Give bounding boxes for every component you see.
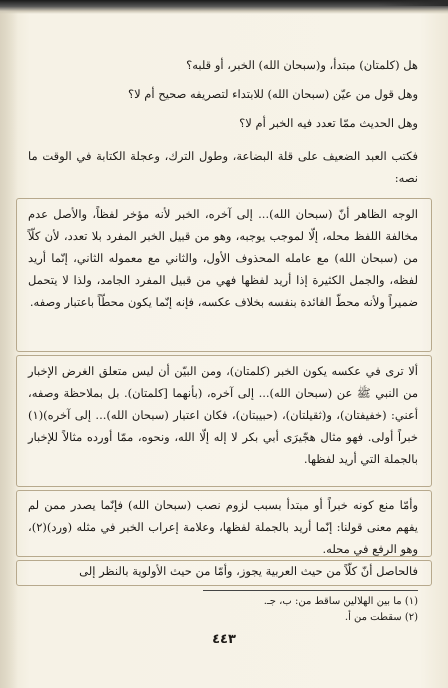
paragraph-3: وأمّا منع كونه خبراً أو مبتدأ بسبب لزوم نصب (سبحان الله) فإنّما يصدر ممن لم يفهم معنى قولنا: إنّما أريد بالجملة لفظها، وعلامة إعراب الخبر في مثله (ورد)(٢)، وهو الرفع في محله. <box>28 498 418 556</box>
question-1: هل (كلمتان) مبتدأ، و(سبحان الله) الخبر، أو قلبه؟ <box>186 58 418 72</box>
paragraph-4: فالحاصل أنّ كلّاً من حيث العربية يجوز، وأمّا من حيث الأولوية بالنظر إلى <box>79 564 418 578</box>
question-2: وهل قول من عيّن (سبحان الله) للابتداء لتصريفه صحيح أم لا؟ <box>127 87 418 101</box>
footnote-2: (٢) سقطت من أ. <box>344 612 418 623</box>
paragraph-1: الوجه الظاهر أنّ (سبحان الله)... إلى آخره، الخبر لأنه مؤخر لفظاً، والأصل عدم مخالفة اللفظ محله، إلّا لموجب يوجبه، وهو من قبيل الخبر المفرد بلا تعدد، لأن كلّاً من (سبحان الله) مع عامله المحذوف الأول، والثاني مع معموله الثاني، إنّما أريد لفظه، والجمل الكثيرة إذا أريد لفظها فهي من قبيل المفرد الجامد، ولذا لا يتحمل ضميراً ولأنه محطّ الفائدة بنفسه بخلاف عكسه، فإنه إنّما يكون محطّاً باعتبار وصفه. <box>28 207 418 309</box>
footnote-1: (١) ما بين الهلالين ساقط من: ب، جـ. <box>263 596 418 607</box>
page-number: ٤٤٣ <box>212 632 236 647</box>
footnote-rule <box>203 590 418 591</box>
question-3: وهل الحديث ممّا تعدد فيه الخبر أم لا؟ <box>239 116 418 130</box>
intro-paragraph: فكتب العبد الضعيف على قلة البضاعة، وطول الترك، وعجلة الكتابة في الوقت ما نصه: <box>28 149 418 185</box>
scan-corner-shadow <box>378 0 448 6</box>
paragraph-2: ألا ترى في عكسه يكون الخبر (كلمتان)، ومن البيّن أن ليس متعلق الغرض الإخبار من النبي ﷺ عن (سبحان الله)... إلى آخره، (بأنهما [كلمتان). بل بملاحظة وصفه، أعني: (خفيفتان)، و(ثقيلتان)، (حبيبتان)، فكان اعتبار (سبحان الله)... إلى آخره)(١) خبراً أولى. فهو مثال هجّيرَى أبي بكر لا إله إلّا الله، ونحوه، ممّا أورده مثالاً للإخبار بالجملة التي أريد لفظها. <box>28 364 418 466</box>
